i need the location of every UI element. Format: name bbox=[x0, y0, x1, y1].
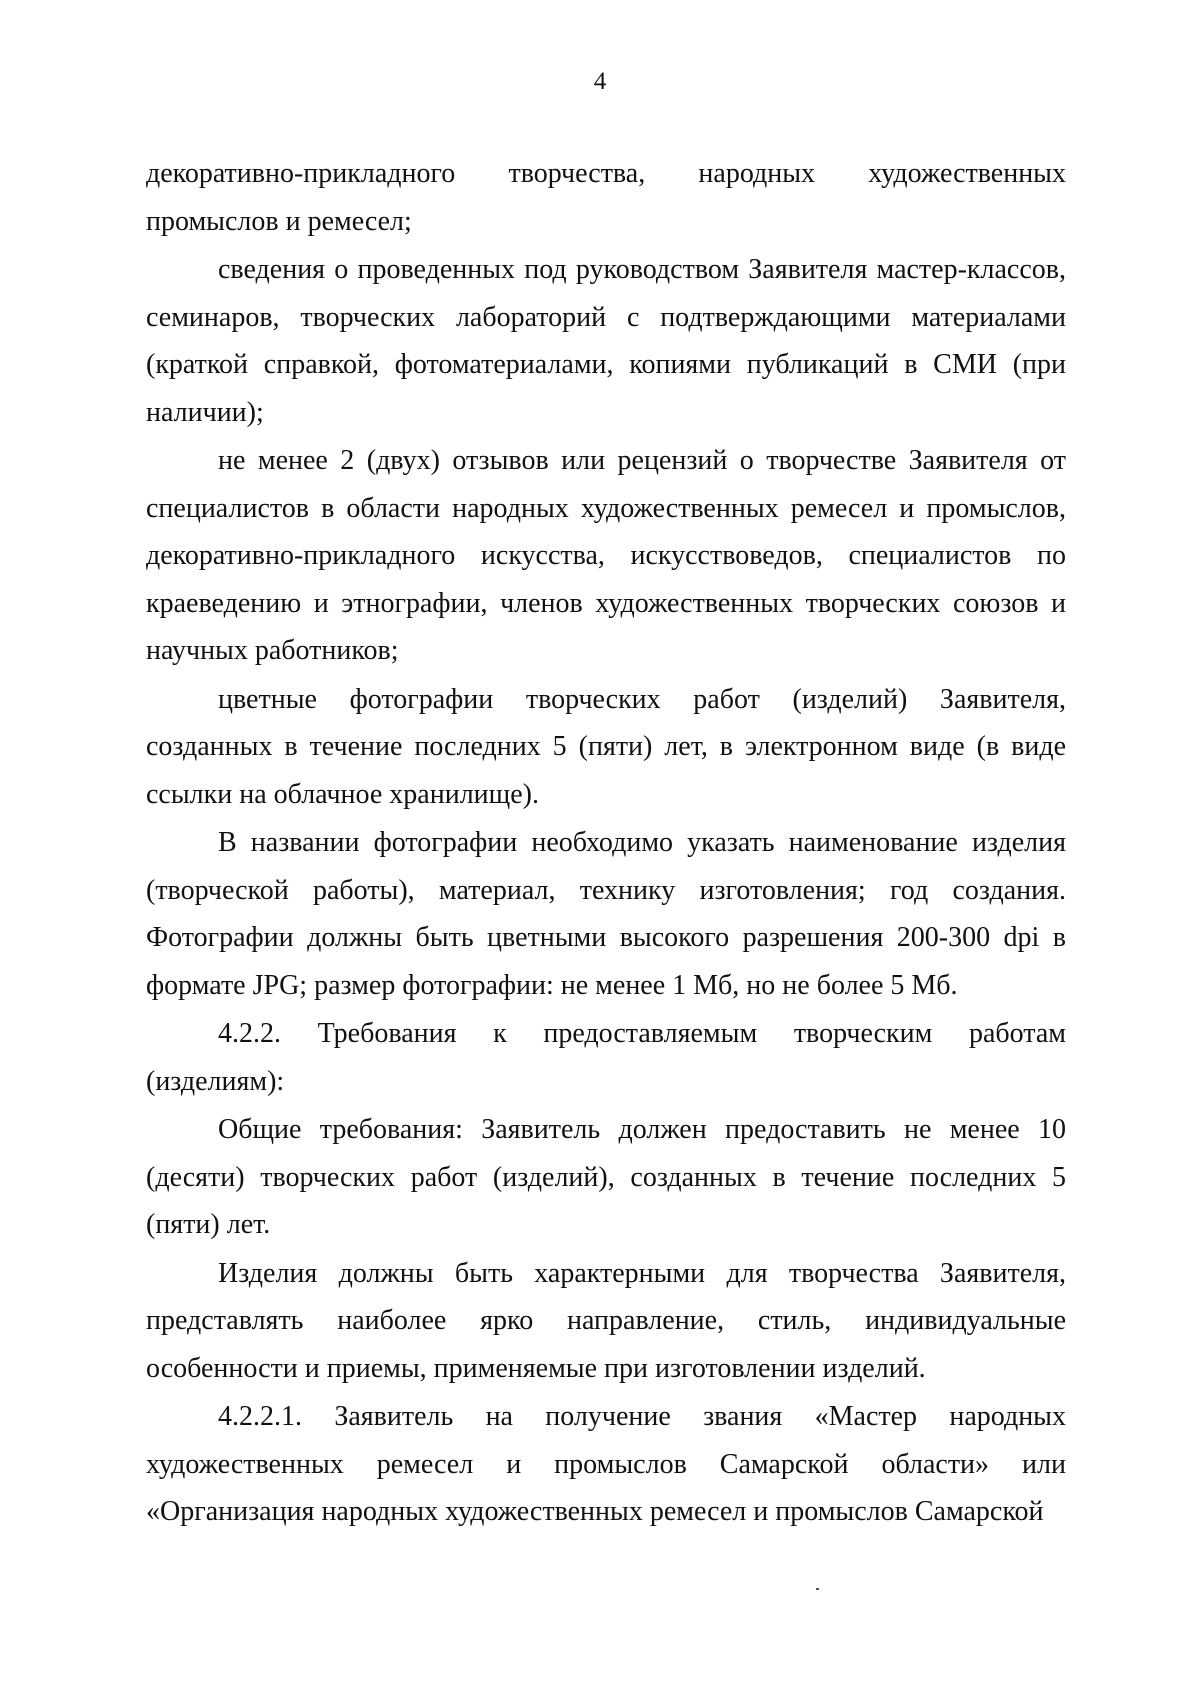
scan-speck bbox=[816, 1588, 819, 1590]
page-number: 4 bbox=[593, 68, 607, 95]
document-body bbox=[146, 150, 1066, 1536]
paragraph-reviews: не менее 2 (двух) отзывов или рецензий о творчестве Заявителя от специалистов в области народных художественных ремесел и промыслов, декоративно-прикладного искусства, искусствоведов, специалистов по краеведению и этнографии, членов художественных творческих союзов и научных работников; bbox=[146, 445, 1066, 666]
paragraph-section-4-2-2-1: 4.2.2.1. Заявитель на получение звания «Мастер народных художественных ремесел и промыслов Самарской области» или «Организация народных художественных ремесел и промыслов Самарской bbox=[146, 1401, 1066, 1527]
paragraph-photo-naming: В названии фотографии необходимо указать наименование изделия (творческой работы), материал, технику изготовления; год создания. Фотографии должны быть цветными высокого разрешения 200-300 dpi в формате JPG; размер фотографии: не менее 1 Мб, но не более 5 Мб. bbox=[146, 827, 1066, 1001]
paragraph-general-requirements: Общие требования: Заявитель должен предоставить не менее 10 (десяти) творческих работ (изделий), созданных в течение последних 5 (пяти) лет. bbox=[146, 1114, 1066, 1240]
paragraph-color-photos: цветные фотографии творческих работ (изделий) Заявителя, созданных в течение последних 5 (пяти) лет, в электронном виде (в виде ссылки на облачное хранилище). bbox=[146, 683, 1066, 810]
paragraph-characteristic-items: Изделия должны быть характерными для творчества Заявителя, представлять наиболее ярко направление, стиль, индивидуальные особенности и приемы, применяемые при изготовлении изделий. bbox=[146, 1257, 1066, 1384]
paragraph-section-4-2-2: 4.2.2. Требования к предоставляемым творческим работам (изделиям): bbox=[146, 1018, 1066, 1097]
paragraph-master-classes: сведения о проведенных под руководством Заявителя мастер-классов, семинаров, творческих лабораторий с подтверждающими материалами (краткой справкой, фотоматериалами, копиями публикаций в СМИ (при наличии); bbox=[146, 254, 1066, 428]
paragraph-continuation: декоративно-прикладного творчества, народных художественных промыслов и ремесел; bbox=[146, 158, 1066, 237]
